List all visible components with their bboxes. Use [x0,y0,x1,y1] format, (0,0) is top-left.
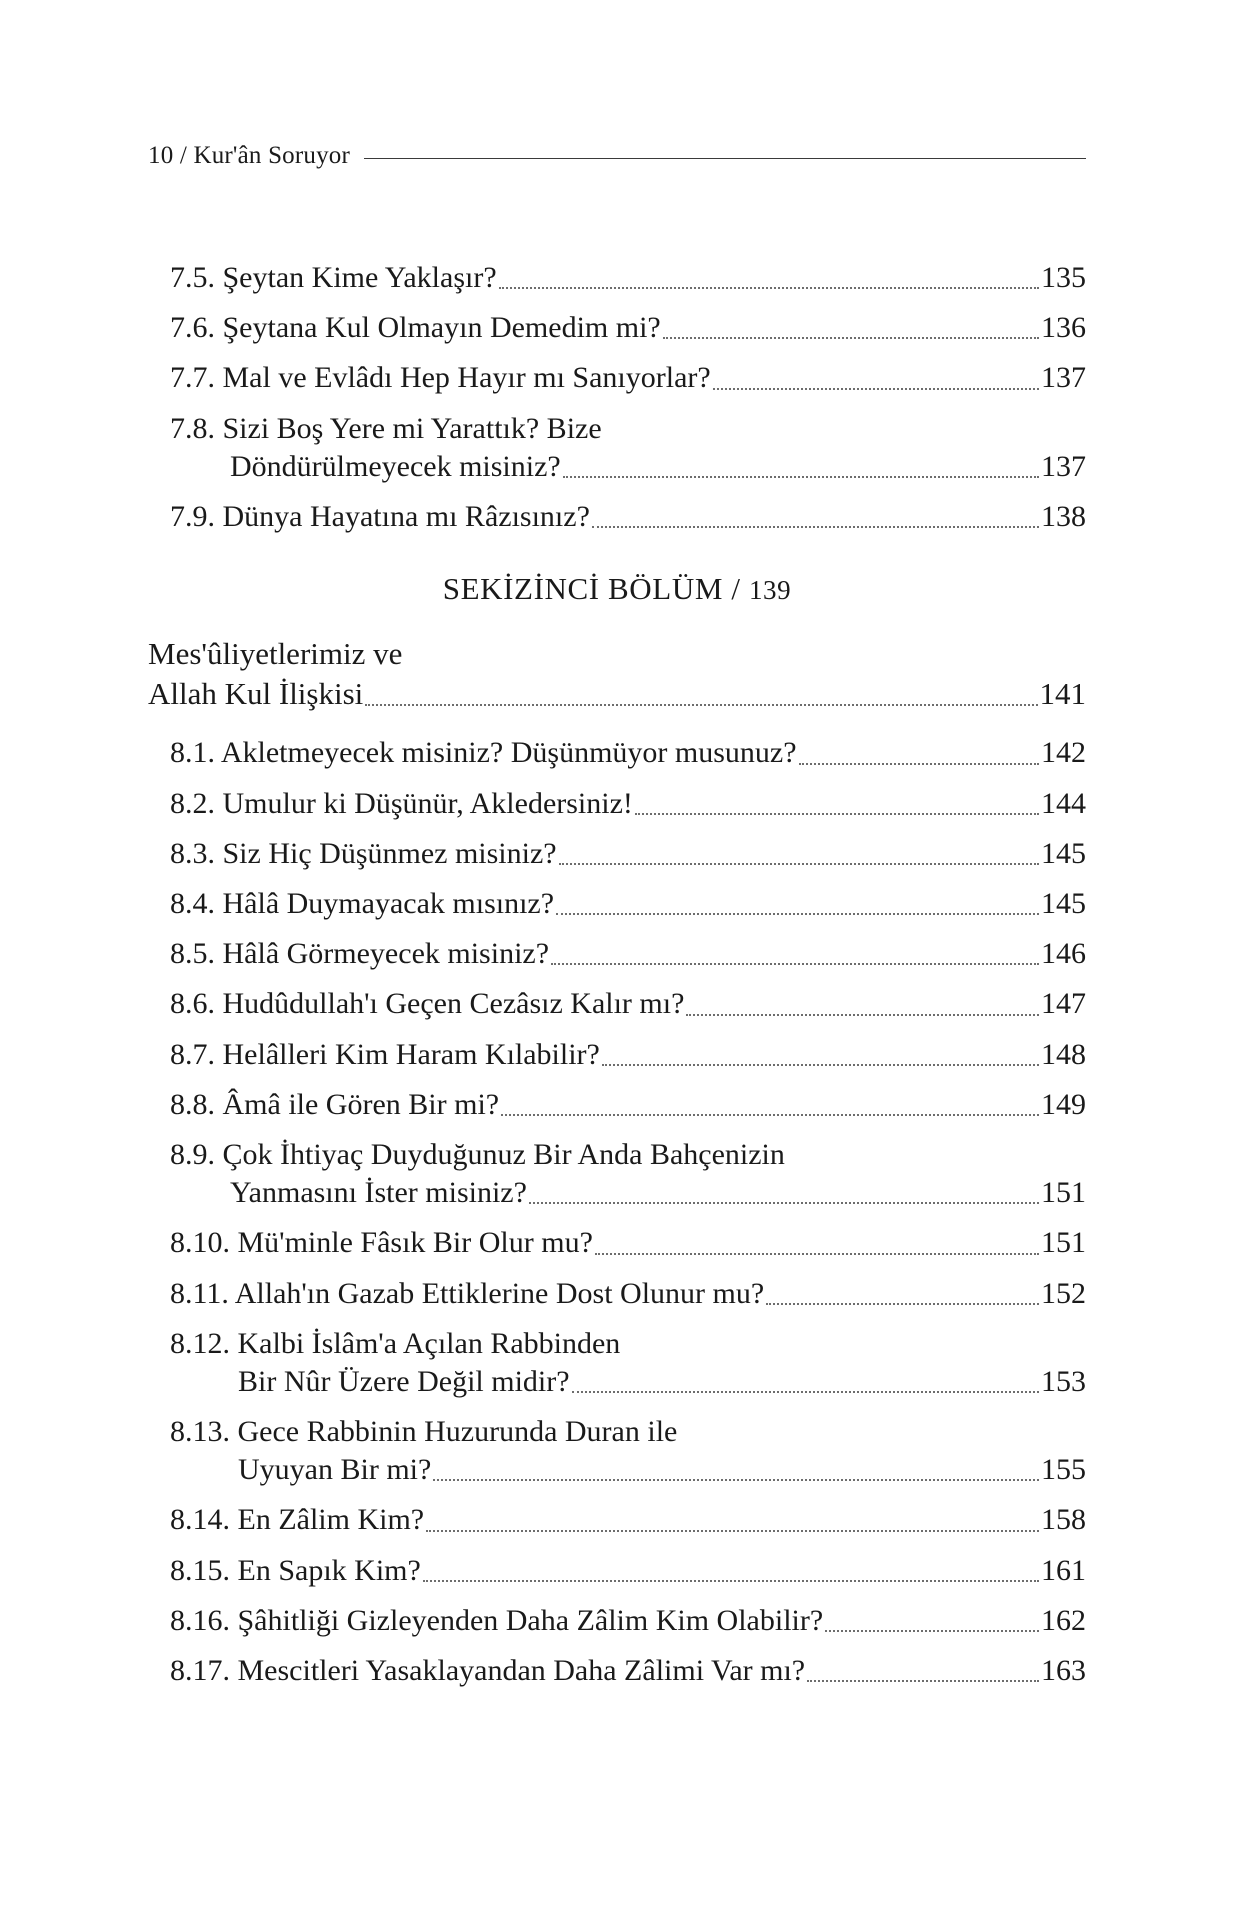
leader-dots [551,963,1039,965]
toc-entry-page: 151 [1041,1176,1086,1210]
toc-entry-label: 8.7. Helâlleri Kim Haram Kılabilir? [170,1037,600,1071]
toc-entry-page: 144 [1041,786,1086,820]
header-rule [364,158,1086,159]
toc-entry [148,258,1086,298]
toc-entry-label: 8.6. Hudûdullah'ı Geçen Cezâsız Kalır mı? [170,987,685,1021]
leader-dots [423,1580,1039,1582]
toc-entry-label: 8.8. Âmâ ile Gören Bir mi? [170,1087,500,1121]
toc-entry [148,1135,1086,1175]
leader-dots [635,813,1039,815]
toc-entry [148,884,1086,924]
toc-entry [148,1601,1086,1641]
toc-entry-label: 8.1. Akletmeyecek misiniz? Düşünmüyor musunuz? [170,736,797,770]
section-heading-title: SEKİZİNCİ BÖLÜM [442,571,723,607]
toc-entry-page: 137 [1041,361,1086,395]
toc-entry-page: 155 [1041,1453,1086,1487]
toc-entry-page: 136 [1041,311,1086,345]
toc-entry [148,308,1086,348]
leader-dots [825,1630,1039,1632]
toc-entry [148,1500,1086,1540]
toc-entry [148,1274,1086,1314]
leader-dots [529,1202,1039,1204]
toc-entry-page: 148 [1041,1037,1086,1071]
leader-dots [501,1114,1039,1116]
toc-entry [148,1035,1086,1075]
toc-entry-page: 161 [1041,1553,1086,1587]
toc-entry-page: 151 [1041,1226,1086,1260]
leader-dots [766,1303,1039,1305]
toc-entry-label: 7.8. Sizi Boş Yere mi Yarattık? Bize [170,411,602,445]
chapter-title-line1 [148,633,1086,675]
toc-entry-label: 8.13. Gece Rabbinin Huzurunda Duran ile [170,1415,678,1449]
table-of-contents [148,258,1086,1701]
leader-dots [572,1391,1039,1393]
running-header [148,142,1086,170]
toc-entry [148,409,1086,449]
toc-entry-continuation [148,1450,1086,1490]
toc-entry-label: 8.4. Hâlâ Duymayacak mısınız? [170,887,555,920]
toc-entry [148,733,1086,773]
toc-entry-label: 8.3. Siz Hiç Düşünmez misiniz? [170,836,557,870]
leader-dots [686,1014,1039,1016]
toc-entry-page: 158 [1041,1503,1086,1537]
leader-dots [807,1680,1039,1682]
toc-entry-page: 137 [1041,449,1086,483]
toc-entry [148,1223,1086,1263]
chapter-title-line2 [148,673,1086,715]
toc-entry [148,784,1086,824]
toc-entry [148,497,1086,537]
section-heading [148,571,1086,607]
toc-entry [148,984,1086,1024]
leader-dots [499,287,1039,289]
chapter-title-page: 141 [1039,676,1086,712]
toc-entry-label: 8.2. Umulur ki Düşünür, Akledersiniz! [170,786,633,820]
toc-entry-label: 7.7. Mal ve Evlâdı Hep Hayır mı Sanıyorlar? [170,361,711,395]
leader-dots [559,863,1039,865]
leader-dots [602,1064,1039,1066]
leader-dots [426,1530,1039,1532]
toc-entry [148,358,1086,398]
toc-entry-label-line2: Bir Nûr Üzere Değil midir? [238,1364,570,1398]
toc-entry-continuation [148,1362,1086,1402]
toc-entry-page: 138 [1041,499,1086,533]
toc-entry [148,934,1086,974]
section-heading-separator: / [731,571,741,607]
toc-entry-page: 163 [1041,1654,1086,1687]
toc-entry-page: 162 [1041,1603,1086,1637]
leader-dots [799,763,1039,765]
toc-entry-label: 8.5. Hâlâ Görmeyecek misiniz? [170,937,550,971]
section-heading-page: 139 [748,575,792,606]
leader-dots [556,913,1039,915]
toc-entry-label: 8.16. Şâhitliği Gizleyenden Daha Zâlim Kim Olabilir? [170,1603,824,1637]
leader-dots [365,704,1037,706]
toc-entry [148,1412,1086,1452]
leader-dots [663,337,1039,339]
toc-entry-label: 8.12. Kalbi İslâm'a Açılan Rabbinden [170,1326,621,1360]
leader-dots [563,476,1039,478]
toc-entry-page: 152 [1041,1276,1086,1310]
header-title: 10 / Kur'ân Soruyor [148,142,351,169]
toc-entry [148,1085,1086,1125]
toc-entry [148,1651,1086,1691]
toc-entry-label-line2: Yanmasını İster misiniz? [230,1176,527,1210]
toc-entry-page: 153 [1041,1364,1086,1398]
leader-dots [592,526,1039,528]
toc-entry [148,1551,1086,1591]
toc-entry-label-line2: Döndürülmeyecek misiniz? [230,449,561,483]
toc-entry-label: 8.15. En Sapık Kim? [170,1553,421,1587]
toc-entry-label: 8.11. Allah'ın Gazab Ettiklerine Dost Olunur mu? [170,1276,765,1310]
toc-entry-label: 8.9. Çok İhtiyaç Duyduğunuz Bir Anda Bahçenizin [170,1137,785,1171]
toc-entry-page: 147 [1041,987,1086,1021]
leader-dots [595,1253,1039,1255]
toc-entry-page: 149 [1041,1087,1086,1121]
toc-entry-label: 8.10. Mü'minle Fâsık Bir Olur mu? [170,1226,593,1260]
toc-entry-label: 7.5. Şeytan Kime Yaklaşır? [170,261,497,294]
toc-entry [148,1324,1086,1364]
toc-entry-label: 8.17. Mescitleri Yasaklayandan Daha Zâlimi Var mı? [170,1654,806,1687]
leader-dots [433,1479,1039,1481]
toc-entry-continuation [148,447,1086,487]
toc-entry-label: 8.14. En Zâlim Kim? [170,1503,425,1537]
toc-entry-page: 145 [1041,836,1086,870]
toc-entry-page: 145 [1041,887,1086,920]
toc-entry-page: 142 [1041,736,1086,770]
toc-entry-continuation [148,1173,1086,1213]
toc-entry-page: 146 [1041,937,1086,971]
toc-entry-label-line2: Uyuyan Bir mi? [238,1453,432,1487]
toc-entry-page: 135 [1041,261,1086,294]
chapter-title-text: Mes'ûliyetlerimiz ve [148,636,403,672]
toc-entry-label: 7.9. Dünya Hayatına mı Râzısınız? [170,499,590,533]
leader-dots [713,388,1039,390]
chapter-title-text-line2: Allah Kul İlişkisi [148,676,364,712]
toc-entry-label: 7.6. Şeytana Kul Olmayın Demedim mi? [170,311,661,345]
toc-entry [148,834,1086,874]
